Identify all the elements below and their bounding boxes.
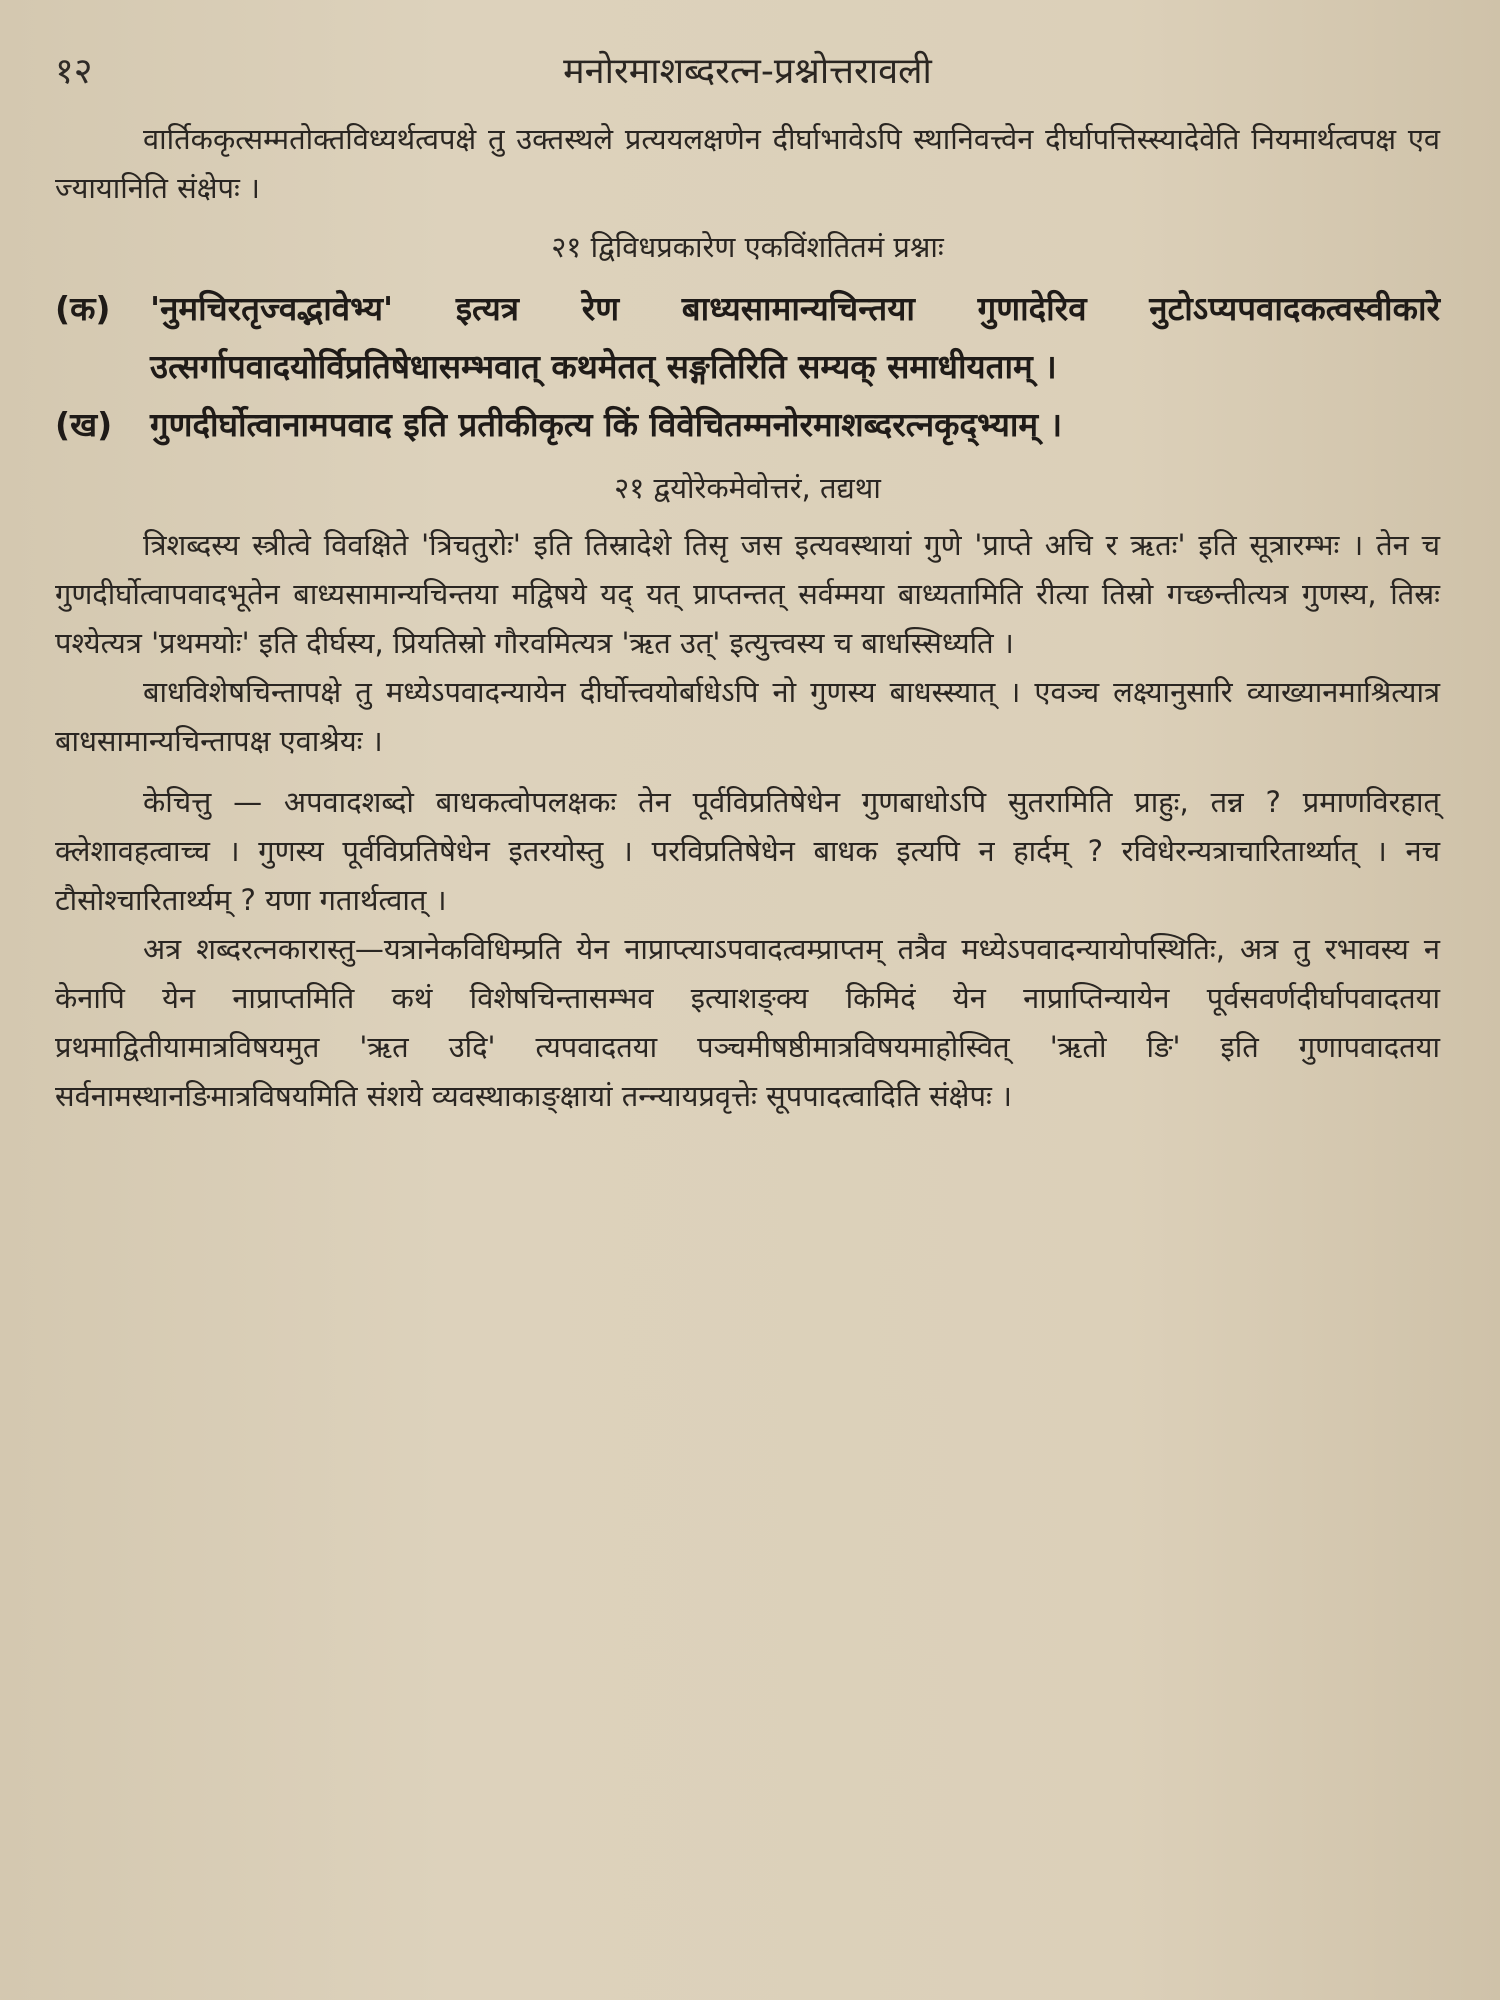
running-title: मनोरमाशब्दरत्न-प्रश्नोत्तरावली	[563, 51, 932, 92]
answer-paragraph: त्रिशब्दस्य स्त्रीत्वे विवक्षिते 'त्रिचतुरोः' इति तिस्रादेशे तिसृ जस इत्यवस्थायां गुणे 'प्राप्ते अचि र ऋतः' इति सूत्रारम्भः । तेन च गुणदीर्घोत्वापवादभूतेन बाध्यसामान्यचिन्तया मद्विषये यद् यत् प्राप्तन्तत् सर्वम्मया बाध्यतामिति रीत्या तिस्रो गच्छन्तीत्यत्र गुणस्य, तिस्रः पश्येत्यत्र 'प्रथमयोः' इति दीर्घस्य, प्रियतिस्रो गौरवमित्यत्र 'ऋत उत्' इत्युत्त्वस्य च बाधस्सिध्यति ।	[55, 528, 1440, 660]
question-text: 'नुमचिरतृज्वद्भावेभ्य' इत्यत्र रेण बाध्यसामान्यचिन्तया गुणादेरिव नुटोऽप्यपवादकत्वस्वीकारे उत्सर्गापवादयोर्विप्रतिषेधासम्भवात् कथमेतत् सङ्गतिरिति सम्यक् समाधीयताम् ।	[150, 289, 1440, 386]
question-kha	[55, 396, 1440, 454]
intro-paragraph: वार्तिककृत्सम्मतोक्तविध्यर्थत्वपक्षे तु उक्तस्थले प्रत्ययलक्षणेन दीर्घाभावेऽपि स्थानिवत्त्वेन दीर्घापत्तिस्स्यादेवेति नियमार्थत्वपक्ष एव ज्यायानिति संक्षेपः ।	[55, 122, 1440, 205]
question-label: (क)	[55, 289, 111, 328]
answer-paragraph: अत्र शब्दरत्नकारास्तु—यत्रानेकविधिम्प्रति येन नाप्राप्त्याऽपवादत्वम्प्राप्तम् तत्रैव मध्येऽपवादन्यायोपस्थितिः, अत्र तु रभावस्य न केनापि येन नाप्राप्तमिति कथं विशेषचिन्तासम्भव इत्याशङ्क्य किमिदं येन नाप्राप्तिन्यायेन पूर्वसवर्णदीर्घापवादतया प्रथमाद्वितीयामात्रविषयमुत 'ऋत उदि' त्यपवादतया पञ्चमीषष्ठीमात्रविषयमाहोस्वित् 'ऋतो ङि' इति गुणापवादतया सर्वनामस्थानङिमात्रविषयमिति संशये व्यवस्थाकाङ्क्षायां तन्न्यायप्रवृत्तेः सूपपादत्वादिति संक्षेपः ।	[55, 932, 1440, 1113]
question-label: (ख)	[55, 405, 113, 444]
page-header	[55, 45, 1440, 115]
page-number: १२	[55, 51, 93, 92]
question-heading: २१ द्विविधप्रकारेण एकविंशतितमं प्रश्नाः	[551, 230, 944, 264]
question-text: गुणदीर्घोत्वानामपवाद इति प्रतीकीकृत्य किं विवेचितम्मनोरमाशब्दरत्नकृद्भ्याम् ।	[150, 405, 1063, 444]
question-ka	[55, 280, 1440, 396]
answer-paragraph: बाधविशेषचिन्तापक्षे तु मध्येऽपवादन्यायेन दीर्घोत्त्वयोर्बाधेऽपि नो गुणस्य बाधस्स्यात् । एवञ्च लक्ष्यानुसारि व्याख्यानमाश्रित्यात्र बाधसामान्यचिन्तापक्ष एवाश्रेयः ।	[55, 675, 1440, 758]
answer-heading: २१ द्वयोरेकमेवोत्तरं, तद्यथा	[614, 471, 881, 505]
answer-paragraph: केचित्तु — अपवादशब्दो बाधकत्वोपलक्षकः तेन पूर्वविप्रतिषेधेन गुणबाधोऽपि सुतरामिति प्राहुः, तन्न ? प्रमाणविरहात् क्लेशावहत्वाच्च । गुणस्य पूर्वविप्रतिषेधेन इतरयोस्तु । परविप्रतिषेधेन बाधक इत्यपि न हार्दम् ? रविधेरन्यत्राचारितार्थ्यात् । नच टौसोश्चारितार्थ्यम् ? यणा गतार्थत्वात् ।	[55, 785, 1440, 917]
